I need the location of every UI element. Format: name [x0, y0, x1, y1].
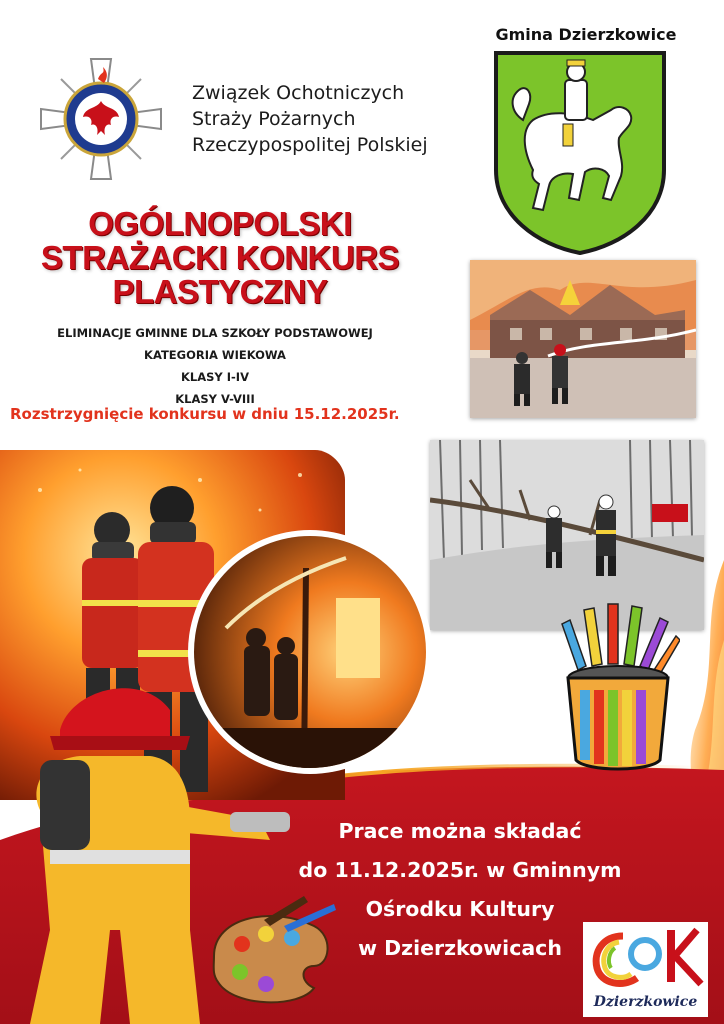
submission-line-4: w Dzierzkowicach	[358, 936, 562, 960]
gok-caption: Dzierzkowice	[593, 994, 698, 1010]
coat-of-arms	[493, 50, 667, 256]
main-title-line-2: STRAŻACKI KONKURS	[40, 239, 400, 276]
main-title	[0, 207, 440, 309]
submission-line-1: Prace można składać	[338, 819, 582, 843]
pencil-cup	[556, 600, 680, 772]
artwork-burning-house	[470, 260, 696, 418]
gmina-title: Gmina Dzierzkowice	[495, 25, 677, 44]
organization-line-1: Związek Ochotniczych	[192, 82, 405, 104]
main-title-line-1: OGÓLNOPOLSKI	[88, 205, 352, 242]
organization-line-2: Straży Pożarnych	[192, 108, 356, 130]
category-line-2: KATEGORIA WIEKOWA	[144, 348, 286, 362]
submission-line-3: Ośrodku Kultury	[365, 897, 555, 921]
submission-line-2: do 11.12.2025r. w Gminnym	[298, 858, 622, 882]
main-title-line-3: PLASTYCZNY	[112, 273, 328, 310]
result-notice: Rozstrzygnięcie konkursu w dniu 15.12.2025r.	[10, 405, 400, 423]
osp-emblem	[38, 56, 164, 182]
category-line-1: ELIMINACJE GMINNE DLA SZKOŁY PODSTAWOWEJ	[57, 326, 373, 340]
organization-name	[192, 80, 482, 158]
category-line-4: KLASY V-VIII	[175, 392, 255, 406]
category-info	[0, 322, 430, 410]
category-line-3: KLASY I-IV	[181, 370, 249, 384]
organization-line-3: Rzeczypospolitej Polskiej	[192, 134, 428, 156]
